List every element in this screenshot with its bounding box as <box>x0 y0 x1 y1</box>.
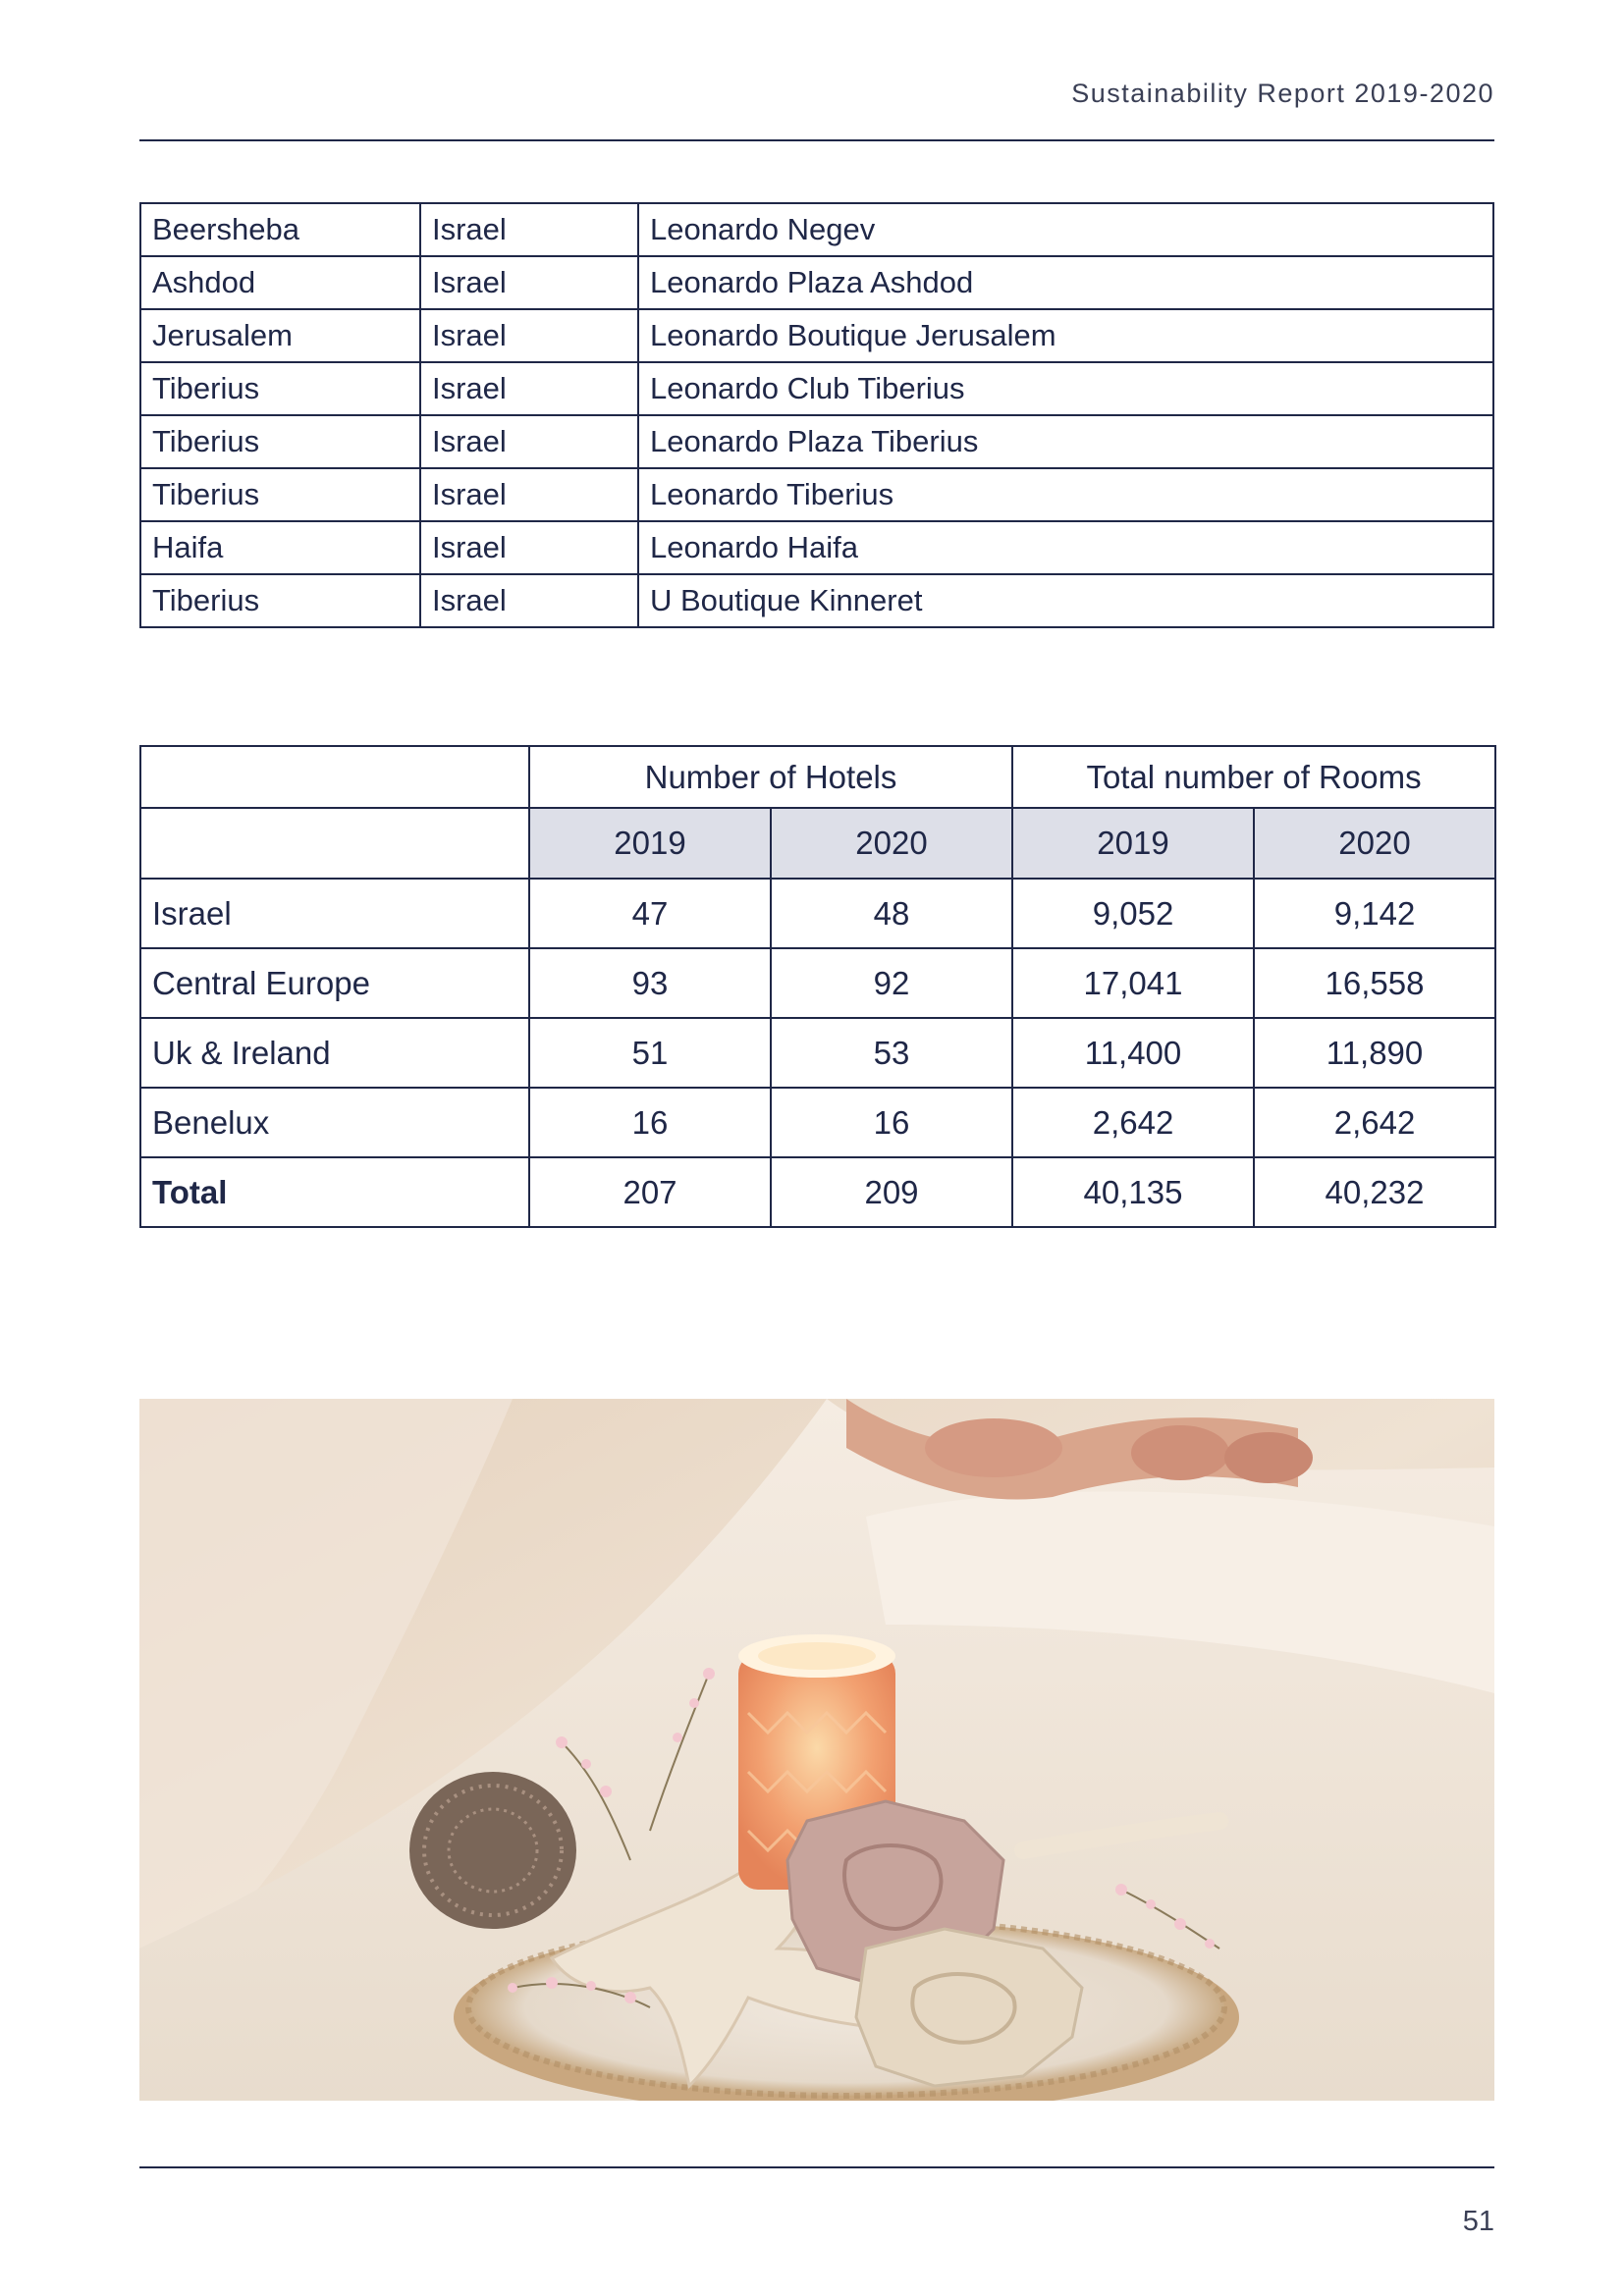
table-row <box>140 879 1495 948</box>
year-header-row <box>140 808 1495 879</box>
table-row <box>140 948 1495 1018</box>
city-cell: Tiberius <box>140 468 420 521</box>
rooms-group-header: Total number of Rooms <box>1012 746 1495 808</box>
year-header: 2020 <box>771 808 1012 879</box>
hotels-rooms-stats-table <box>139 745 1496 1228</box>
hotel-cell: Leonardo Boutique Jerusalem <box>638 309 1493 362</box>
header-divider <box>139 139 1494 141</box>
hotel-cell: U Boutique Kinneret <box>638 574 1493 627</box>
page-number: 51 <box>1462 2206 1494 2237</box>
value-cell: 40,135 <box>1012 1157 1254 1227</box>
table-row <box>140 362 1493 415</box>
hotel-cell: Leonardo Haifa <box>638 521 1493 574</box>
city-cell: Tiberius <box>140 415 420 468</box>
hotel-cell: Leonardo Tiberius <box>638 468 1493 521</box>
value-cell: 47 <box>529 879 771 948</box>
country-cell: Israel <box>420 362 638 415</box>
table-row <box>140 256 1493 309</box>
hotel-cell: Leonardo Plaza Tiberius <box>638 415 1493 468</box>
country-cell: Israel <box>420 415 638 468</box>
city-cell: Jerusalem <box>140 309 420 362</box>
year-header: 2019 <box>1012 808 1254 879</box>
city-cell: Ashdod <box>140 256 420 309</box>
value-cell: 53 <box>771 1018 1012 1088</box>
value-cell: 209 <box>771 1157 1012 1227</box>
city-cell: Beersheba <box>140 203 420 256</box>
value-cell: 40,232 <box>1254 1157 1495 1227</box>
table-row <box>140 1018 1495 1088</box>
value-cell: 48 <box>771 879 1012 948</box>
value-cell: 16,558 <box>1254 948 1495 1018</box>
value-cell: 11,890 <box>1254 1018 1495 1088</box>
table-row <box>140 309 1493 362</box>
region-cell: Israel <box>140 879 529 948</box>
region-cell: Central Europe <box>140 948 529 1018</box>
year-header: 2020 <box>1254 808 1495 879</box>
value-cell: 17,041 <box>1012 948 1254 1018</box>
value-cell: 51 <box>529 1018 771 1088</box>
region-cell: Benelux <box>140 1088 529 1157</box>
country-cell: Israel <box>420 574 638 627</box>
value-cell: 2,642 <box>1012 1088 1254 1157</box>
country-cell: Israel <box>420 256 638 309</box>
table-row <box>140 415 1493 468</box>
year-header: 2019 <box>529 808 771 879</box>
city-cell: Tiberius <box>140 574 420 627</box>
value-cell: 11,400 <box>1012 1018 1254 1088</box>
region-cell: Total <box>140 1157 529 1227</box>
value-cell: 9,142 <box>1254 879 1495 948</box>
corner-cell <box>140 746 529 808</box>
table-row <box>140 468 1493 521</box>
value-cell: 16 <box>771 1088 1012 1157</box>
country-cell: Israel <box>420 309 638 362</box>
table-row <box>140 521 1493 574</box>
hotels-list-table <box>139 202 1494 628</box>
group-header-row <box>140 746 1495 808</box>
report-title: Sustainability Report 2019-2020 <box>1071 79 1494 108</box>
city-cell: Haifa <box>140 521 420 574</box>
hotels-group-header: Number of Hotels <box>529 746 1012 808</box>
value-cell: 93 <box>529 948 771 1018</box>
hotel-cell: Leonardo Club Tiberius <box>638 362 1493 415</box>
value-cell: 9,052 <box>1012 879 1254 948</box>
city-cell: Tiberius <box>140 362 420 415</box>
country-cell: Israel <box>420 203 638 256</box>
value-cell: 207 <box>529 1157 771 1227</box>
footer-divider <box>139 2166 1494 2168</box>
table-row <box>140 203 1493 256</box>
country-cell: Israel <box>420 468 638 521</box>
total-row <box>140 1157 1495 1227</box>
region-cell: Uk & Ireland <box>140 1018 529 1088</box>
value-cell: 16 <box>529 1088 771 1157</box>
corner-cell <box>140 808 529 879</box>
value-cell: 2,642 <box>1254 1088 1495 1157</box>
table-row <box>140 574 1493 627</box>
hotel-cell: Leonardo Plaza Ashdod <box>638 256 1493 309</box>
hotel-cell: Leonardo Negev <box>638 203 1493 256</box>
country-cell: Israel <box>420 521 638 574</box>
spa-tray-photo <box>139 1399 1494 2101</box>
value-cell: 92 <box>771 948 1012 1018</box>
table-row <box>140 1088 1495 1157</box>
